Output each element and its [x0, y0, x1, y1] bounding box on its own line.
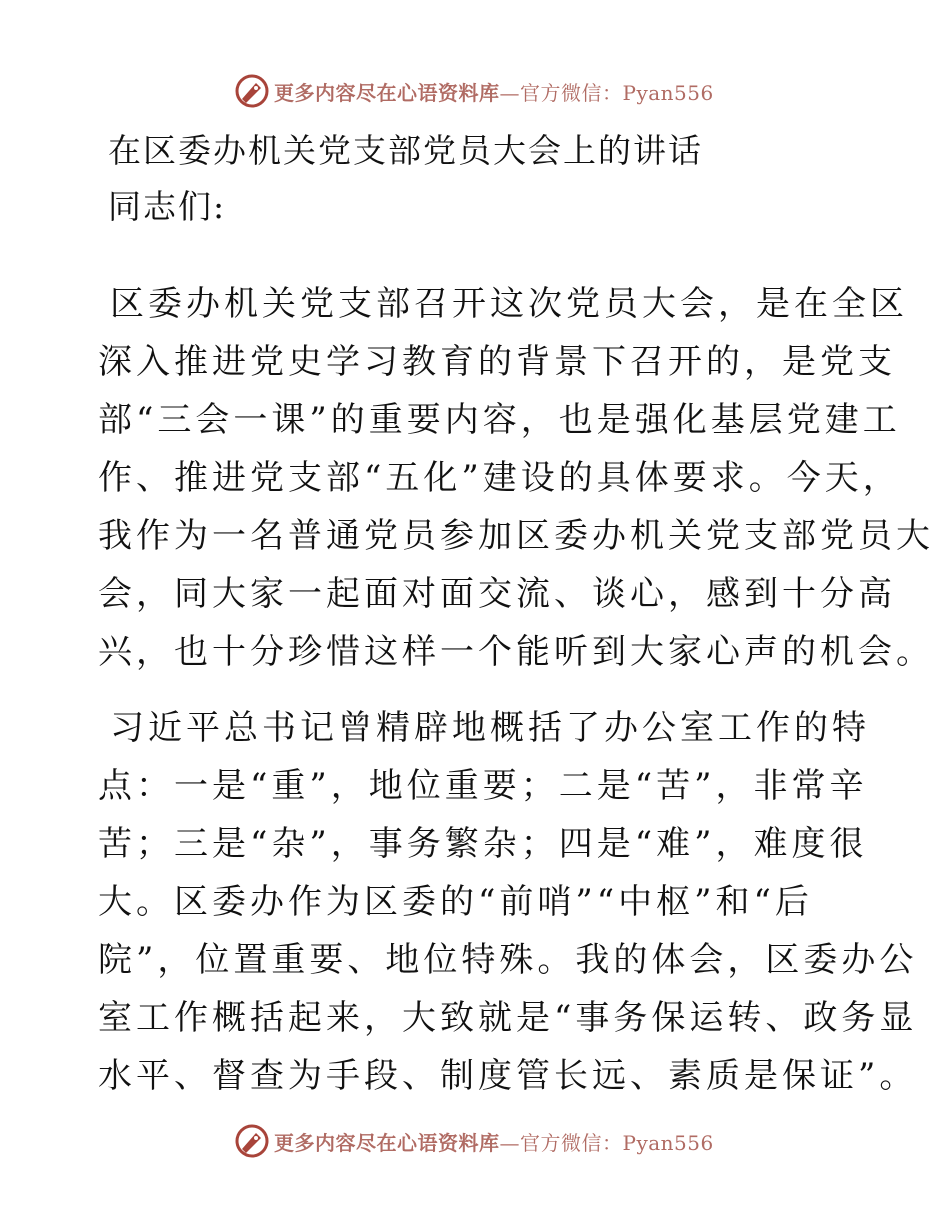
salutation: 同志们: [108, 187, 227, 226]
banner-text-rest: —官方微信：Pyan556 [499, 80, 714, 105]
header-banner [234, 72, 714, 110]
paragraph-line: 兴，也十分珍惜这样一个能听到大家心声的机会。 [98, 632, 934, 672]
paragraph-line: 我作为一名普通党员参加区委办机关党支部党员大 [98, 516, 934, 556]
banner-text-main: 更多内容尽在心语资料库 [274, 80, 500, 105]
banner-text [274, 1127, 714, 1156]
paragraph-line: 苦；三是“杂”，事务繁杂；四是“难”，难度很 [98, 824, 868, 864]
pen-nib-logo-icon [234, 1123, 270, 1159]
banner-text-main: 更多内容尽在心语资料库 [274, 1130, 500, 1155]
paragraph-line: 区委办机关党支部召开这次党员大会，是在全区 [110, 284, 908, 324]
document-title: 在区委办机关党支部党员大会上的讲话 [108, 131, 703, 170]
paragraph-line: 深入推进党史学习教育的背景下召开的，是党支 [98, 342, 896, 382]
paragraph-line: 水平、督查为手段、制度管长远、素质是保证”。 [98, 1056, 918, 1096]
footer-banner [234, 1122, 714, 1160]
pen-nib-logo-icon [234, 73, 270, 109]
paragraph-line: 作、推进党支部“五化”建设的具体要求。今天， [98, 458, 901, 498]
banner-text-rest: —官方微信：Pyan556 [499, 1130, 714, 1155]
paragraph-line: 室工作概括起来，大致就是“事务保运转、政务显 [98, 998, 918, 1038]
paragraph-line: 大。区委办作为区委的“前哨”“中枢”和“后 [98, 882, 813, 922]
paragraph-line: 点：一是“重”，地位重要；二是“苦”，非常辛 [98, 766, 868, 806]
paragraph-line: 部“三会一课”的重要内容，也是强化基层党建工 [98, 400, 901, 440]
paragraph-line: 院”，位置重要、地位特殊。我的体会，区委办公 [98, 940, 918, 980]
paragraph-line: 会，同大家一起面对面交流、谈心，感到十分高 [98, 574, 896, 614]
paragraph-line: 习近平总书记曾精辟地概括了办公室工作的特 [110, 708, 870, 748]
banner-text [274, 77, 714, 106]
